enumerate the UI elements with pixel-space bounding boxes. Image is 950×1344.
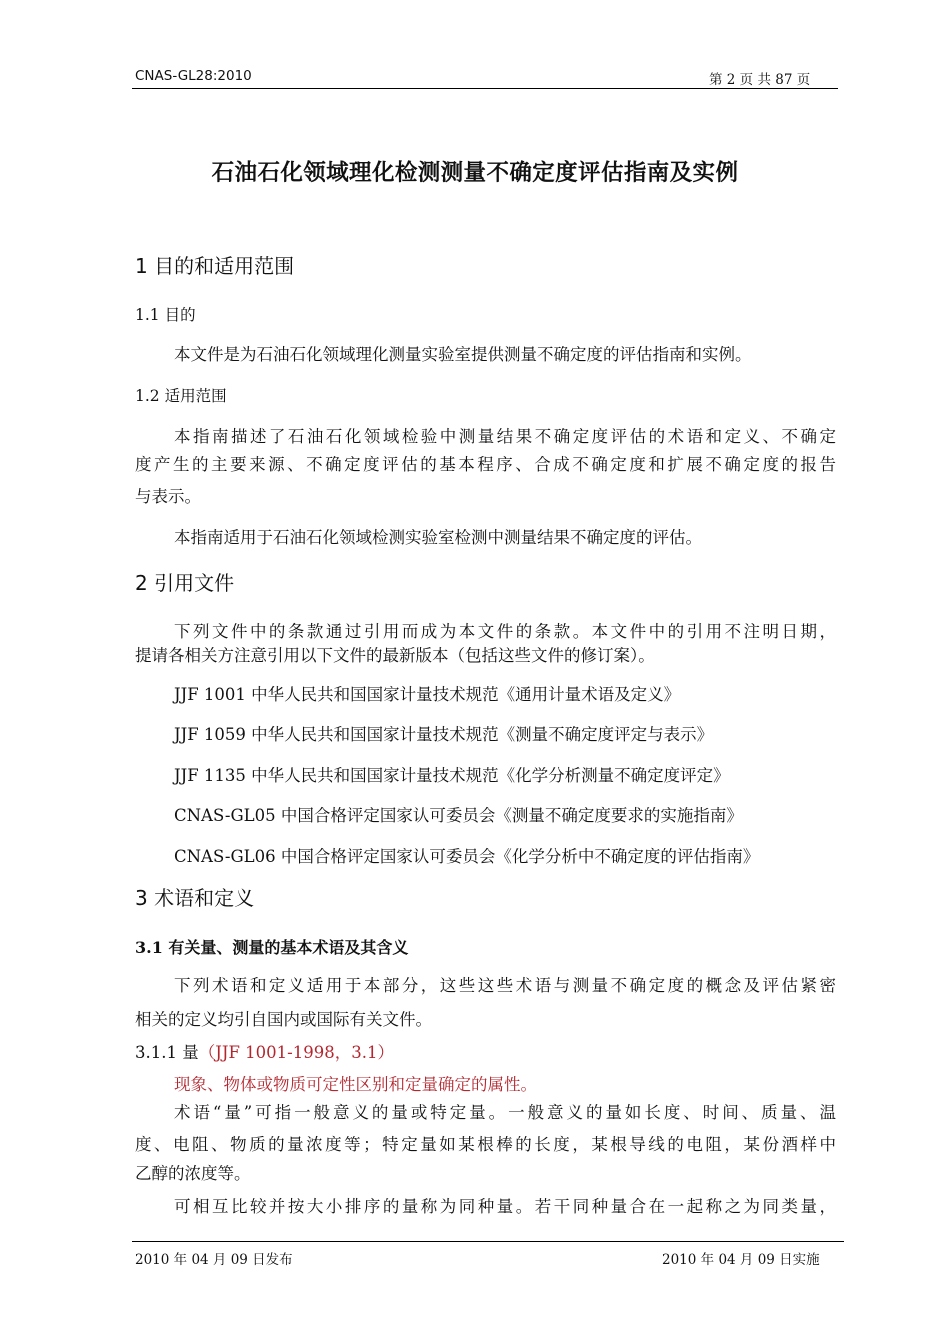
term-para1-line2: 度、电阻、物质的量浓度等；特定量如某根棒的长度，某根导线的电阻，某份酒样中 xyxy=(135,1135,836,1154)
header-doc-code: CNAS-GL28:2010 xyxy=(135,68,252,84)
term-3-1-1 xyxy=(135,1041,394,1064)
reference-item: JJF 1135 中华人民共和国国家计量技术规范《化学分析测量不确定度评定》 xyxy=(174,766,730,785)
section-3-heading: 3 术语和定义 xyxy=(135,886,255,910)
section-1-2-para1-line3: 与表示。 xyxy=(135,487,201,506)
term-label: 3.1.1 量 xyxy=(135,1043,199,1062)
footer-rule xyxy=(132,1241,844,1242)
reference-item: CNAS-GL06 中国合格评定国家认可委员会《化学分析中不确定度的评估指南》 xyxy=(174,847,760,866)
section-1-2-para1-line2: 度产生的主要来源、不确定度评估的基本程序、合成不确定度和扩展不确定度的报告 xyxy=(135,455,836,474)
term-definition: 现象、物体或物质可定性区别和定量确定的属性。 xyxy=(174,1075,537,1094)
section-3-1-intro-line1: 下列术语和定义适用于本部分，这些这些术语与测量不确定度的概念及评估紧密 xyxy=(174,976,836,995)
section-1-2-para2: 本指南适用于石油石化领域检测实验室检测中测量结果不确定度的评估。 xyxy=(174,528,702,547)
section-1-heading: 1 目的和适用范围 xyxy=(135,254,295,278)
section-2-heading: 2 引用文件 xyxy=(135,571,235,595)
term-citation: （JJF 1001-1998，3.1） xyxy=(198,1043,394,1062)
term-para2: 可相互比较并按大小排序的量称为同种量。若干同种量合在一起称之为同类量， xyxy=(174,1197,836,1216)
footer-issued-date: 2010 年 04 月 09 日发布 xyxy=(135,1252,293,1268)
section-3-1-heading: 3.1 有关量、测量的基本术语及其含义 xyxy=(135,938,409,957)
reference-item: JJF 1059 中华人民共和国国家计量技术规范《测量不确定度评定与表示》 xyxy=(174,725,714,744)
reference-item: JJF 1001 中华人民共和国国家计量技术规范《通用计量术语及定义》 xyxy=(174,685,681,704)
section-1-1-paragraph: 本文件是为石油石化领域理化测量实验室提供测量不确定度的评估指南和实例。 xyxy=(174,345,752,364)
section-1-1-heading: 1.1 目的 xyxy=(135,306,196,324)
term-para1-line3: 乙醇的浓度等。 xyxy=(135,1164,251,1183)
section-1-2-heading: 1.2 适用范围 xyxy=(135,387,227,405)
section-2-intro-line1: 下列文件中的条款通过引用而成为本文件的条款。本文件中的引用不注明日期， xyxy=(174,622,836,641)
section-3-1-intro-line2: 相关的定义均引自国内或国际有关文件。 xyxy=(135,1010,432,1029)
section-2-intro-line2: 提请各相关方注意引用以下文件的最新版本（包括这些文件的修订案）。 xyxy=(135,646,655,665)
reference-item: CNAS-GL05 中国合格评定国家认可委员会《测量不确定度要求的实施指南》 xyxy=(174,806,743,825)
header-rule xyxy=(132,88,838,89)
header-page-info: 第 2 页 共 87 页 xyxy=(709,72,811,88)
page-title: 石油石化领域理化检测测量不确定度评估指南及实例 xyxy=(211,160,739,186)
term-para1-line1: 术语“量”可指一般意义的量或特定量。一般意义的量如长度、时间、质量、温 xyxy=(174,1103,836,1122)
footer-effective-date: 2010 年 04 月 09 日实施 xyxy=(662,1252,820,1268)
section-1-2-para1-line1: 本指南描述了石油石化领域检验中测量结果不确定度评估的术语和定义、不确定 xyxy=(174,427,836,446)
